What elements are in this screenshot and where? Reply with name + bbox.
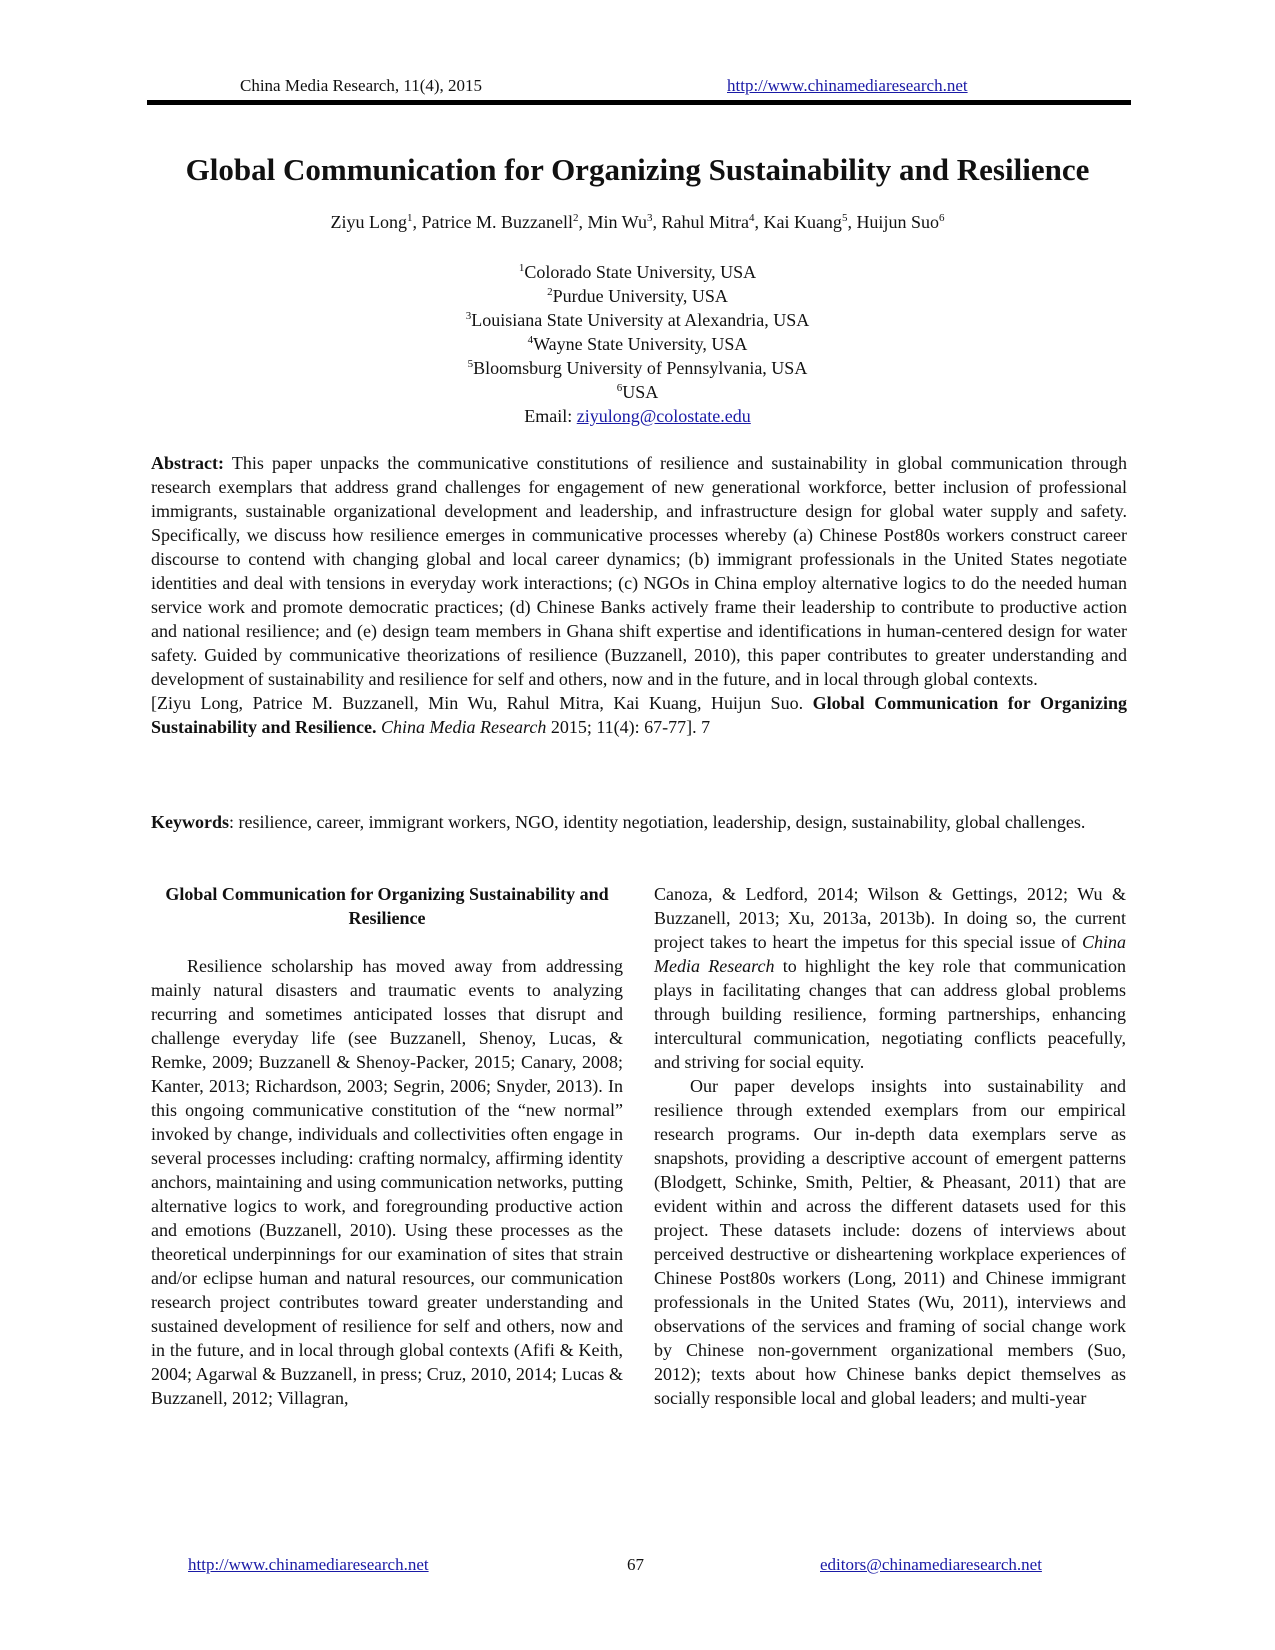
- section-heading: Global Communication for Organizing Sustainability and Resilience: [165, 884, 609, 928]
- affiliation-line: [0, 356, 1275, 380]
- abstract-label: Abstract:: [151, 453, 224, 473]
- paper-title: Global Communication for Organizing Sustainability and Resilience: [185, 152, 1090, 187]
- author-name: Min Wu: [587, 212, 647, 232]
- right-column: [654, 882, 1126, 1410]
- affiliation-line: [0, 332, 1275, 356]
- author-name: Kai Kuang: [763, 212, 842, 232]
- running-head-journal: China Media Research, 11(4), 2015: [240, 76, 483, 95]
- affiliation-line: [0, 380, 1275, 404]
- affiliation-mark: 5: [467, 358, 474, 370]
- affiliation-name: USA: [622, 382, 659, 402]
- para1-cont-a: Canoza, & Ledford, 2014; Wilson & Gettings, 2012; Wu & Buzzanell, 2013; Xu, 2013a, 2013b). In doing so, the current project takes to heart the impetus for this special issue of: [654, 884, 1126, 952]
- author-affiliation-mark: 4: [748, 212, 755, 224]
- affiliation-line: [0, 260, 1275, 284]
- abstract-text: This paper unpacks the communicative constitutions of resilience and sustainability in global communication through research exemplars that address grand challenges for engagement of new generational workforce, better inclusion of professional immigrants, sustainable organizational development and leadership, and infrastructure design for global water supply and safety. Specifically, we discuss how resilience emerges in communicative processes whereby (a) Chinese Post80s workers construct career discourse to contend with changing global and local career dynamics; (b) immigrant professionals in the United States negotiate identities and deal with tensions in everyday work interactions; (c) NGOs in China employ alternative logics to do the needed human service work and promote democratic practices; (d) Chinese Banks actively frame their leadership to contribute to productive action and national resilience; and (e) design team members in Ghana shift expertise and identifications in human-centered design for water safety. Guided by communicative theorizations of resilience (Buzzanell, 2010), this paper contributes to greater understanding and development of sustainability and resilience for self and others, now and in the future, and in local through global contexts.: [151, 453, 1127, 689]
- header-rule: [147, 100, 1131, 105]
- affiliation-line: [0, 284, 1275, 308]
- author-affiliation-mark: 3: [646, 212, 653, 224]
- footer-email-link[interactable]: editors@chinamediaresearch.net: [820, 1555, 1042, 1574]
- para1-cont-b: to highlight the key role that communication plays in facilitating changes that can address global problems through building resilience, forming partnerships, enhancing intercultural communication, negotiating conflicts peacefully, and striving for social equity.: [654, 956, 1127, 1072]
- abstract-block: [151, 451, 1127, 739]
- affiliation-line: [0, 308, 1275, 332]
- affiliation-name: Purdue University, USA: [552, 286, 728, 306]
- affiliation-mark: 2: [547, 286, 553, 298]
- email-label: Email:: [524, 406, 573, 426]
- author-name: Rahul Mitra: [661, 212, 749, 232]
- page-number: 67: [627, 1555, 644, 1574]
- author-name: Huijun Suo: [856, 212, 939, 232]
- citation-authors: [Ziyu Long, Patrice M. Buzzanell, Min Wu, Rahul Mitra, Kai Kuang, Huijun Suo.: [151, 693, 804, 713]
- affiliation-name: Bloomsburg University of Pennsylvania, USA: [473, 358, 808, 378]
- author-email-link[interactable]: ziyulong@colostate.edu: [576, 406, 751, 426]
- footer-url-link[interactable]: http://www.chinamediaresearch.net: [188, 1555, 429, 1574]
- citation-tail: 2015; 11(4): 67-77]. 7: [550, 717, 711, 737]
- citation-title: Global Communication for Organizing Sustainability and Resilience.: [151, 693, 1127, 737]
- author-name: Ziyu Long: [330, 212, 408, 232]
- left-column: [151, 882, 623, 1410]
- journal-url-link[interactable]: http://www.chinamediaresearch.net: [727, 76, 968, 95]
- keywords-label: Keywords: [151, 812, 229, 832]
- affiliation-mark: 4: [527, 334, 534, 346]
- affiliation-name: Wayne State University, USA: [533, 334, 748, 354]
- body-paragraph-2: Our paper develops insights into sustainability and resilience through extended exemplars from our empirical research programs. Our in-depth data exemplars serve as snapshots, providing a descriptive account of emergent patterns (Blodgett, Schinke, Smith, Peltier, & Pheasant, 2011) that are evident within and across the different datasets used for this project. These datasets include: dozens of interviews about perceived destructive or disheartening workplace experiences of Chinese Post80s workers (Long, 2011) and Chinese immigrant professionals in the United States (Wu, 2011), interviews and observations of the services and framing of social change work by Chinese non-government organizational members (Suo, 2012); texts about how Chinese banks depict themselves as socially responsible local and global leaders; and multi-year: [654, 1076, 1126, 1408]
- affiliation-list: [0, 260, 1275, 404]
- author-affiliation-mark: 6: [938, 212, 945, 224]
- author-affiliation-mark: 2: [573, 212, 579, 224]
- author-list: Ziyu Long$^1$, Patrice M. Buzzanell$^2$, Min Wu$^3$, Rahul Mitra$^4$, Kai Kuang$^5$, Huijun Suo$^6$: [330, 212, 945, 232]
- affiliation-name: Colorado State University, USA: [524, 262, 757, 282]
- author-name: Patrice M. Buzzanell: [421, 212, 573, 232]
- affiliation-mark: 6: [616, 382, 623, 394]
- author-affiliation-mark: 1: [407, 212, 413, 224]
- para1-cont-journal: China Media Research: [654, 932, 1126, 976]
- email-line: [0, 404, 1275, 428]
- affiliation-mark: 3: [465, 310, 472, 322]
- affiliation-name: Louisiana State University at Alexandria, USA: [471, 310, 810, 330]
- author-affiliation-mark: 5: [841, 212, 848, 224]
- affiliations-block: [0, 260, 1275, 428]
- citation-journal: China Media Research: [381, 717, 547, 737]
- keywords-block: [151, 810, 1127, 834]
- body-paragraph-1: Resilience scholarship has moved away from addressing mainly natural disasters and traumatic events to analyzing recurring and sometimes anticipated losses that disrupt and challenge everyday life (see Buzzanell, Shenoy, Lucas, & Remke, 2009; Buzzanell & Shenoy-Packer, 2015; Canary, 2008; Kanter, 2013; Richardson, 2003; Segrin, 2006; Snyder, 2013). In this ongoing communicative constitution of the “new normal” invoked by change, individuals and collectivities often engage in several processes including: crafting normalcy, affirming identity anchors, maintaining and using communication networks, putting alternative logics to work, and foregrounding productive action and emotions (Buzzanell, 2010). Using these processes as the theoretical underpinnings for our examination of sites that strain and/or eclipse human and natural resources, our communication research project contributes toward greater understanding and sustained development of resilience for self and others, now and in the future, and in local through global contexts (Afifi & Keith, 2004; Agarwal & Buzzanell, in press; Cruz, 2010, 2014; Lucas & Buzzanell, 2012; Villagran,: [151, 956, 623, 1408]
- body-paragraph-1-continued: [654, 882, 1126, 1074]
- keywords-text: : resilience, career, immigrant workers, NGO, identity negotiation, leadership, design, sustainability, global challenges.: [229, 812, 1086, 832]
- affiliation-mark: 1: [518, 262, 525, 274]
